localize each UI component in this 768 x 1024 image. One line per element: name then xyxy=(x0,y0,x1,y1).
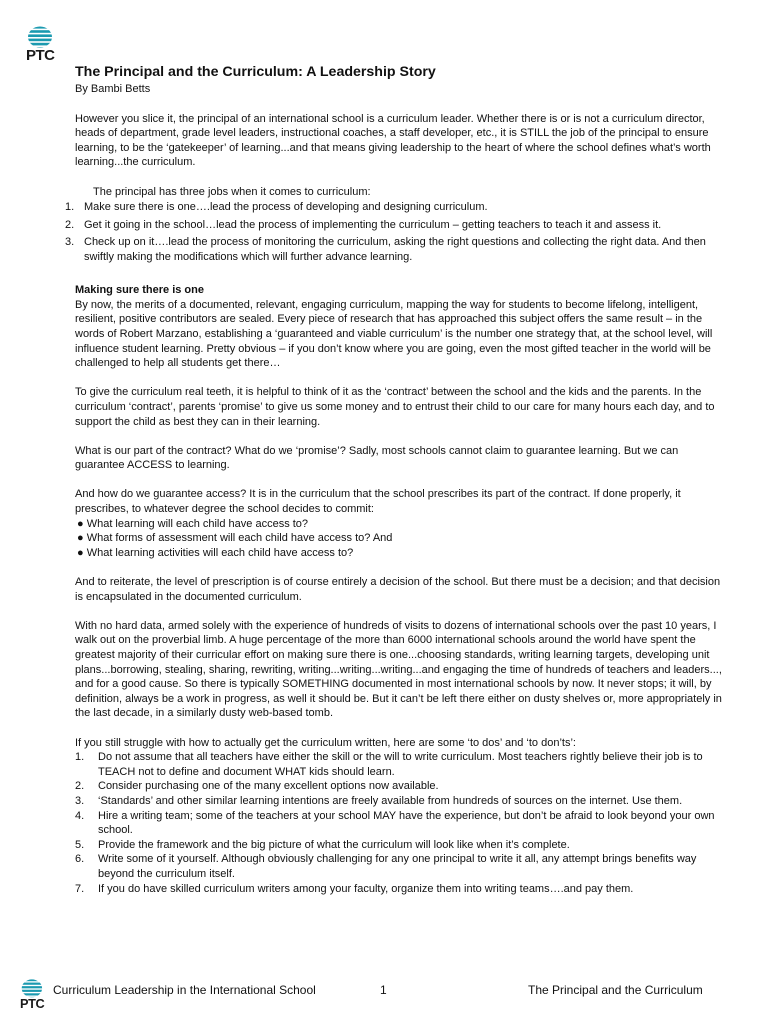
paragraph-intro: However you slice it, the principal of an international school is a curriculum leader. Whether there is or is not a curriculum director, heads of department, grade level leaders, instructional coaches, a staff developer, etc., it is STILL the job of the principal to ensure learning, to be the ‘gatekeeper’ of learning...and that means giving leadership to the heart of where the school defines what’s worth learning...the curriculum. xyxy=(75,112,711,169)
logo-text: PTC xyxy=(26,47,55,64)
paragraph: And to reiterate, the level of prescription is of course entirely a decision of the school. But there must be a decision; and that decision is encapsulated in the documented curriculum. xyxy=(75,576,721,603)
list-item: 3. ‘Standards’ and other similar learning intentions are freely available from hundreds of sources on the internet. Use them. xyxy=(75,794,683,807)
footer-ptc-logo xyxy=(20,979,44,1010)
logo-text: PTC xyxy=(20,996,45,1012)
list-item: 6. Write some of it yourself. Although obviously challenging for any one principal to write it all, any attempt brings benefits way beyond the curriculum itself. xyxy=(75,853,697,880)
list-item: 2. Get it going in the school…lead the process of implementing the curriculum – getting teachers to teach it and assess it. xyxy=(65,218,662,231)
byline: By Bambi Betts xyxy=(75,83,151,95)
ptc-globe-icon xyxy=(27,26,53,48)
paragraph: And how do we guarantee access? It is in the curriculum that the school prescribes its part of the contract. If done properly, it prescribes, to whatever degree the school decides to commit: xyxy=(75,488,681,516)
paragraph: What is our part of the contract? What do we ‘promise’? Sadly, most schools cannot claim to guarantee learning. But we can guarantee ACCESS to learning. xyxy=(75,444,679,472)
dos-list xyxy=(75,750,725,896)
document-title: The Principal and the Curriculum: A Leadership Story xyxy=(75,64,436,80)
paragraph: To give the curriculum real teeth, it is helpful to think of it as the ‘contract’ between the school and the kids and the parents. In the curriculum ‘contract’, parents ‘promise’ to give us some money and to entrust their child to our care for many hours each day, and to support the child as best they can in their learning. xyxy=(75,386,715,428)
list-item: 1. Make sure there is one….lead the process of developing and designing curriculum. xyxy=(65,201,488,214)
page-number: 1 xyxy=(380,983,387,997)
jobs-list xyxy=(65,200,725,265)
footer-chapter-title: The Principal and the Curriculum xyxy=(528,983,703,997)
document-body xyxy=(65,64,725,896)
bullet-list xyxy=(75,517,725,561)
list-item: 3. Check up on it….lead the process of monitoring the curriculum, asking the right questions and collecting the right data. And then swiftly making the modifications which will further advance learning. xyxy=(65,236,706,264)
list-item: 7. If you do have skilled curriculum writers among your faculty, organize them into writing teams….and pay them. xyxy=(75,882,634,895)
jobs-intro: The principal has three jobs when it comes to curriculum: xyxy=(93,185,371,198)
bullet-item: ● What forms of assessment will each child have access to? And xyxy=(77,532,393,545)
paragraph: By now, the merits of a documented, relevant, engaging curriculum, mapping the way for students to become lifelong, intelligent, resilient, positive contributors are sealed. Every piece of research that has approached this subject offers the same result – in the words of Robert Marzano, establishing a ‘guaranteed and viable curriculum’ is the number one strategy that, at the school level, will influence student learning. Pretty obvious – if you don’t know where you are going, even the most gifted teacher in the world will be challenged to help all students get there… xyxy=(75,298,713,370)
list-item: 2. Consider purchasing one of the many excellent options now available. xyxy=(75,780,439,793)
list-item: 5. Provide the framework and the big picture of what the curriculum will look like when it’s complete. xyxy=(75,838,570,851)
section-heading: Making sure there is one xyxy=(75,284,204,297)
paragraph: If you still struggle with how to actually get the curriculum written, here are some ‘to dos’ and ‘to don’ts’: xyxy=(75,736,576,749)
paragraph: With no hard data, armed solely with the experience of hundreds of visits to dozens of international schools over the past 10 years, I walk out on the proverbial limb. A huge percentage of the more than 6000 international schools around the world have spent the greatest majority of their curricular effort on making sure there is one...choosing standards, writing learning targets, developing unit plans...borrowing, stealing, sharing, rewriting, writing...writing...writing...and engaging the time of hundreds of teachers and leaders..., and for a good cause. So there is typically SOMETHING documented in most international schools by now. It never stops; it will, by definition, always be a work in progress, as well it should be. But it can’t be left there either on dusty shelves or, more appropriately in the last decade, in a similarly dusty web-based tomb. xyxy=(75,619,722,720)
ptc-globe-icon xyxy=(21,979,43,998)
bullet-item: ● What learning activities will each child have access to? xyxy=(77,546,354,559)
list-item: 1. Do not assume that all teachers have either the skill or the will to write curriculum. Most teachers rightly believe their job is to TEACH not to define and document WHAT kids should learn. xyxy=(75,751,703,778)
ptc-logo xyxy=(26,26,55,63)
bullet-item: ● What learning will each child have access to? xyxy=(77,517,309,530)
list-item: 4. Hire a writing team; some of the teachers at your school MAY have the experience, but don’t be afraid to look beyond your own school. xyxy=(75,809,715,837)
footer-series-title: Curriculum Leadership in the International School xyxy=(53,983,316,997)
